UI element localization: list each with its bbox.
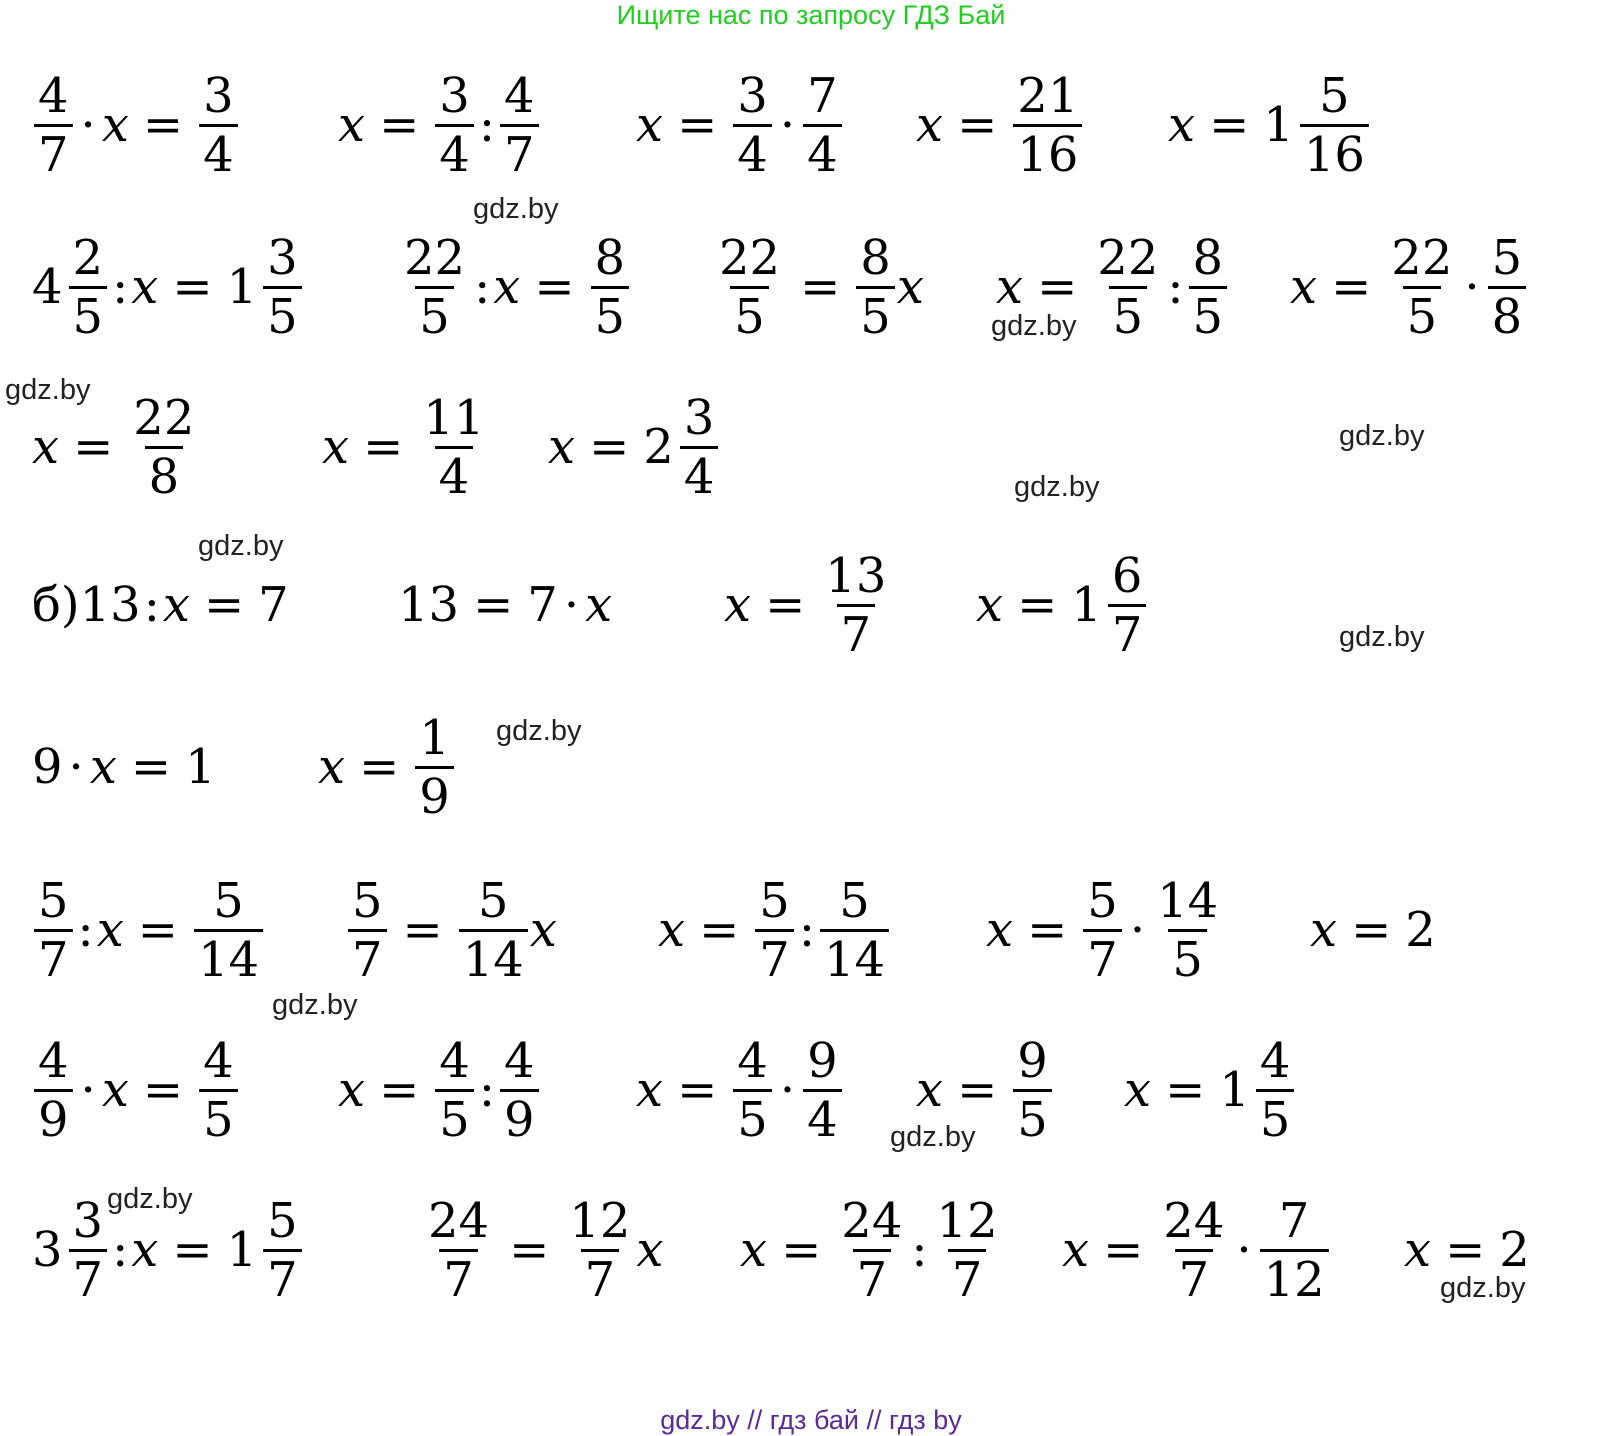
operator-equals: = bbox=[172, 259, 213, 315]
fraction bbox=[933, 1192, 1002, 1308]
watermark-text: gdz.by bbox=[1339, 621, 1425, 653]
fraction-denominator: 7 bbox=[263, 1249, 302, 1306]
fraction bbox=[715, 229, 784, 345]
watermark-text: gdz.by bbox=[1440, 1272, 1526, 1304]
fraction-denominator: 7 bbox=[69, 1249, 108, 1306]
operator-equals: = bbox=[957, 1062, 998, 1118]
watermark-text: gdz.by bbox=[1339, 420, 1425, 452]
variable-x: x bbox=[338, 97, 366, 153]
operator-equals: = bbox=[363, 419, 404, 475]
operator-equals: = bbox=[203, 577, 245, 633]
fraction bbox=[263, 1192, 302, 1308]
operator-equals: = bbox=[1331, 259, 1372, 315]
watermark-text: gdz.by bbox=[890, 1121, 976, 1153]
operator-equals: = bbox=[379, 97, 420, 153]
variable-x: x bbox=[1124, 1062, 1152, 1118]
equation bbox=[32, 1030, 240, 1150]
fraction-numerator: 4 bbox=[439, 1032, 470, 1089]
fraction-denominator: 4 bbox=[680, 446, 719, 503]
operator-equals: = bbox=[137, 902, 179, 958]
fraction-denominator: 5 bbox=[856, 286, 895, 343]
operator-equals: = bbox=[800, 259, 841, 315]
fraction-denominator: 4 bbox=[733, 124, 772, 181]
fraction bbox=[348, 872, 387, 988]
fraction-denominator: 5 bbox=[1189, 286, 1228, 343]
variable-x: x bbox=[1404, 1222, 1432, 1278]
operator-multiply: · bbox=[80, 1062, 96, 1118]
fraction bbox=[129, 389, 198, 505]
fraction-numerator: 5 bbox=[839, 872, 870, 929]
number: 2 bbox=[1405, 902, 1436, 958]
fraction bbox=[199, 1032, 238, 1148]
fraction bbox=[34, 67, 73, 183]
variable-x: x bbox=[529, 902, 557, 958]
mixed-number-whole: 1 bbox=[1263, 97, 1294, 153]
fraction-numerator: 9 bbox=[1017, 1032, 1048, 1089]
operator-multiply: · bbox=[68, 739, 84, 795]
watermark-text: gdz.by bbox=[496, 715, 582, 747]
fraction bbox=[856, 229, 895, 345]
equation bbox=[1310, 870, 1436, 990]
fraction-denominator: 5 bbox=[415, 286, 454, 343]
operator-multiply: · bbox=[779, 97, 796, 153]
mixed-number-whole: 1 bbox=[226, 259, 258, 315]
watermark-text: gdz.by bbox=[991, 310, 1077, 342]
fraction-denominator: 5 bbox=[1109, 286, 1148, 343]
operator-equals: = bbox=[1027, 902, 1068, 958]
fraction-numerator: 5 bbox=[1491, 229, 1523, 286]
equation bbox=[916, 65, 1084, 185]
fraction bbox=[591, 229, 630, 345]
equation bbox=[986, 870, 1224, 990]
fraction-denominator: 7 bbox=[837, 604, 876, 661]
variable-x: x bbox=[1062, 1222, 1090, 1278]
operator-equals: = bbox=[172, 1222, 213, 1278]
variable-x: x bbox=[896, 259, 924, 315]
number: 1 bbox=[185, 739, 216, 795]
fraction-denominator: 9 bbox=[34, 1089, 73, 1146]
site-footer-links[interactable]: gdz.by // гдз бай // гдз by bbox=[660, 1405, 962, 1435]
operator-equals: = bbox=[379, 1062, 420, 1118]
fraction-numerator: 3 bbox=[439, 67, 470, 124]
fraction-denominator: 5 bbox=[435, 1089, 474, 1146]
equation bbox=[398, 545, 612, 665]
fraction-denominator: 4 bbox=[435, 124, 474, 181]
operator-equals: = bbox=[1103, 1222, 1144, 1278]
fraction-numerator: 4 bbox=[504, 67, 535, 124]
fraction bbox=[435, 67, 474, 183]
equation bbox=[1124, 1030, 1296, 1150]
fraction bbox=[1300, 67, 1369, 183]
equation bbox=[658, 870, 891, 990]
fraction bbox=[1013, 67, 1082, 183]
operator-equals: = bbox=[677, 1062, 718, 1118]
fraction-denominator: 9 bbox=[500, 1089, 539, 1146]
equation bbox=[32, 707, 216, 827]
operator-equals: = bbox=[957, 97, 998, 153]
fraction-denominator: 4 bbox=[803, 1089, 842, 1146]
equation bbox=[32, 65, 240, 185]
fraction bbox=[459, 872, 528, 988]
fraction-numerator: 4 bbox=[38, 67, 69, 124]
fraction-numerator: 5 bbox=[352, 872, 383, 929]
operator-equals: = bbox=[73, 419, 114, 475]
equation bbox=[32, 545, 289, 665]
number: 9 bbox=[32, 739, 63, 795]
operator-divide: : bbox=[112, 259, 129, 315]
fraction bbox=[400, 229, 469, 345]
variable-x: x bbox=[338, 1062, 366, 1118]
number: б)13 bbox=[32, 577, 141, 633]
operator-divide: : bbox=[1167, 259, 1184, 315]
operator-equals: = bbox=[359, 739, 400, 795]
fraction-numerator: 3 bbox=[267, 229, 298, 286]
fraction-numerator: 5 bbox=[267, 1192, 298, 1249]
fraction bbox=[1387, 229, 1456, 345]
mixed-number-whole: 1 bbox=[226, 1222, 258, 1278]
watermark-text: gdz.by bbox=[473, 193, 559, 225]
fraction bbox=[803, 1032, 842, 1148]
fraction-numerator: 9 bbox=[807, 1032, 838, 1089]
variable-x: x bbox=[976, 577, 1004, 633]
fraction-numerator: 5 bbox=[38, 872, 69, 929]
variable-x: x bbox=[101, 97, 129, 153]
fraction-denominator: 8 bbox=[145, 446, 184, 503]
fraction-denominator: 16 bbox=[1300, 124, 1369, 181]
fraction bbox=[733, 67, 772, 183]
fraction bbox=[1488, 229, 1527, 345]
operator-divide: : bbox=[478, 1062, 496, 1118]
fraction-numerator: 8 bbox=[594, 229, 626, 286]
fraction-numerator: 22 bbox=[404, 229, 466, 286]
watermark-text: gdz.by bbox=[198, 530, 284, 562]
fraction-denominator: 14 bbox=[820, 929, 889, 986]
fraction-denominator: 14 bbox=[459, 929, 528, 986]
fraction-numerator: 5 bbox=[478, 872, 509, 929]
operator-multiply: · bbox=[779, 1062, 796, 1118]
watermark-text: gdz.by bbox=[272, 989, 358, 1021]
operator-divide: : bbox=[77, 902, 94, 958]
fraction-numerator: 24 bbox=[1163, 1192, 1225, 1249]
number: 7 bbox=[527, 577, 558, 633]
equation bbox=[976, 545, 1148, 665]
variable-x: x bbox=[89, 739, 117, 795]
equation bbox=[338, 65, 541, 185]
equation bbox=[398, 227, 631, 347]
mixed-number-whole: 1 bbox=[1219, 1062, 1250, 1118]
variable-x: x bbox=[916, 97, 944, 153]
fraction-denominator: 7 bbox=[853, 1249, 892, 1306]
fraction bbox=[1093, 229, 1162, 345]
fraction-denominator: 7 bbox=[948, 1249, 987, 1306]
fraction-numerator: 4 bbox=[1259, 1032, 1291, 1089]
fraction-denominator: 5 bbox=[263, 286, 302, 343]
variable-x: x bbox=[740, 1222, 768, 1278]
equation bbox=[32, 870, 265, 990]
fraction bbox=[194, 872, 263, 988]
operator-equals: = bbox=[509, 1222, 550, 1278]
operator-equals: = bbox=[142, 1062, 184, 1118]
operator-multiply: · bbox=[563, 577, 580, 633]
fraction-numerator: 12 bbox=[569, 1192, 631, 1249]
equation bbox=[724, 545, 892, 665]
fraction-numerator: 5 bbox=[1319, 67, 1350, 124]
equation bbox=[636, 1030, 844, 1150]
equation bbox=[422, 1190, 663, 1310]
fraction-numerator: 22 bbox=[719, 229, 781, 286]
fraction-denominator: 7 bbox=[348, 929, 387, 986]
operator-divide: : bbox=[911, 1222, 928, 1278]
fraction bbox=[263, 229, 302, 345]
equation bbox=[1168, 65, 1371, 185]
operator-divide: : bbox=[143, 577, 160, 633]
fraction bbox=[34, 872, 73, 988]
equation bbox=[1062, 1190, 1331, 1310]
fraction-numerator: 11 bbox=[423, 389, 485, 446]
operator-equals: = bbox=[473, 577, 514, 633]
variable-x: x bbox=[162, 577, 190, 633]
variable-x: x bbox=[548, 419, 576, 475]
fraction bbox=[69, 1192, 108, 1308]
operator-equals: = bbox=[699, 902, 740, 958]
fraction-numerator: 3 bbox=[72, 1192, 104, 1249]
mixed-number-whole: 4 bbox=[32, 259, 63, 315]
fraction-numerator: 4 bbox=[737, 1032, 768, 1089]
operator-multiply: · bbox=[1236, 1222, 1252, 1278]
variable-x: x bbox=[1168, 97, 1196, 153]
fraction-denominator: 12 bbox=[1260, 1249, 1329, 1306]
variable-x: x bbox=[636, 1062, 664, 1118]
equation bbox=[32, 227, 304, 347]
operator-multiply: · bbox=[1464, 259, 1480, 315]
fraction-numerator: 5 bbox=[1087, 872, 1118, 929]
variable-x: x bbox=[658, 902, 686, 958]
watermark-text: gdz.by bbox=[107, 1183, 193, 1215]
operator-equals: = bbox=[142, 97, 184, 153]
variable-x: x bbox=[318, 739, 346, 795]
fraction-denominator: 7 bbox=[500, 124, 539, 181]
equation bbox=[713, 227, 924, 347]
fraction-numerator: 12 bbox=[936, 1192, 998, 1249]
fraction bbox=[837, 1192, 906, 1308]
variable-x: x bbox=[96, 902, 124, 958]
fraction-numerator: 3 bbox=[683, 389, 715, 446]
equation bbox=[322, 387, 490, 507]
fraction-numerator: 22 bbox=[133, 389, 195, 446]
operator-equals: = bbox=[1445, 1222, 1486, 1278]
equation bbox=[1290, 227, 1528, 347]
fraction-denominator: 8 bbox=[1488, 286, 1527, 343]
fraction-denominator: 5 bbox=[733, 1089, 772, 1146]
fraction bbox=[500, 67, 539, 183]
fraction-numerator: 1 bbox=[419, 709, 450, 766]
fraction-numerator: 5 bbox=[213, 872, 244, 929]
fraction bbox=[435, 1032, 474, 1148]
variable-x: x bbox=[636, 1222, 664, 1278]
variable-x: x bbox=[493, 259, 521, 315]
equation bbox=[318, 707, 456, 827]
fraction-numerator: 7 bbox=[1278, 1192, 1310, 1249]
fraction-denominator: 9 bbox=[415, 766, 454, 823]
operator-equals: = bbox=[765, 577, 806, 633]
equation bbox=[346, 870, 557, 990]
fraction bbox=[415, 709, 454, 825]
equation bbox=[338, 1030, 541, 1150]
fraction bbox=[424, 1192, 493, 1308]
fraction-numerator: 7 bbox=[807, 67, 838, 124]
variable-x: x bbox=[32, 419, 60, 475]
fraction-numerator: 3 bbox=[203, 67, 234, 124]
fraction-denominator: 5 bbox=[1168, 929, 1207, 986]
fraction bbox=[803, 67, 842, 183]
operator-multiply: · bbox=[1129, 902, 1146, 958]
fraction bbox=[1256, 1032, 1295, 1148]
fraction bbox=[733, 1032, 772, 1148]
fraction bbox=[199, 67, 238, 183]
fraction-denominator: 14 bbox=[194, 929, 263, 986]
operator-equals: = bbox=[1165, 1062, 1206, 1118]
fraction-denominator: 7 bbox=[34, 929, 73, 986]
equation bbox=[740, 1190, 1004, 1310]
variable-x: x bbox=[131, 1222, 159, 1278]
fraction bbox=[1108, 547, 1147, 663]
fraction-denominator: 4 bbox=[435, 446, 474, 503]
fraction bbox=[821, 547, 890, 663]
variable-x: x bbox=[1290, 259, 1318, 315]
fraction-denominator: 4 bbox=[199, 124, 238, 181]
operator-equals: = bbox=[402, 902, 443, 958]
fraction bbox=[820, 872, 889, 988]
fraction-denominator: 7 bbox=[755, 929, 794, 986]
fraction bbox=[1083, 872, 1122, 988]
fraction bbox=[69, 229, 108, 345]
fraction-numerator: 22 bbox=[1097, 229, 1159, 286]
operator-equals: = bbox=[1351, 902, 1392, 958]
fraction bbox=[1013, 1032, 1052, 1148]
fraction-denominator: 5 bbox=[199, 1089, 238, 1146]
variable-x: x bbox=[986, 902, 1014, 958]
fraction-denominator: 5 bbox=[1013, 1089, 1052, 1146]
variable-x: x bbox=[724, 577, 752, 633]
fraction-numerator: 4 bbox=[38, 1032, 69, 1089]
fraction-numerator: 22 bbox=[1391, 229, 1453, 286]
mixed-number-whole: 2 bbox=[643, 419, 674, 475]
fraction-numerator: 2 bbox=[72, 229, 104, 286]
fraction-denominator: 16 bbox=[1013, 124, 1082, 181]
fraction bbox=[1189, 229, 1228, 345]
watermark-text: gdz.by bbox=[5, 374, 91, 406]
fraction-numerator: 24 bbox=[428, 1192, 490, 1249]
operator-equals: = bbox=[1209, 97, 1250, 153]
fraction-numerator: 21 bbox=[1017, 67, 1079, 124]
fraction bbox=[680, 389, 719, 505]
number: 2 bbox=[1499, 1222, 1530, 1278]
operator-equals: = bbox=[130, 739, 172, 795]
operator-multiply: · bbox=[80, 97, 96, 153]
variable-x: x bbox=[916, 1062, 944, 1118]
operator-equals: = bbox=[589, 419, 630, 475]
number: 13 bbox=[398, 577, 460, 633]
fraction-denominator: 7 bbox=[1083, 929, 1122, 986]
fraction bbox=[1260, 1192, 1329, 1308]
fraction-denominator: 5 bbox=[591, 286, 630, 343]
watermark-text: gdz.by bbox=[1014, 471, 1100, 503]
operator-equals: = bbox=[781, 1222, 822, 1278]
fraction bbox=[755, 872, 794, 988]
variable-x: x bbox=[996, 259, 1024, 315]
fraction bbox=[1153, 872, 1222, 988]
fraction-numerator: 14 bbox=[1157, 872, 1219, 929]
equation bbox=[636, 65, 844, 185]
fraction bbox=[34, 1032, 73, 1148]
variable-x: x bbox=[585, 577, 613, 633]
fraction-denominator: 7 bbox=[439, 1249, 478, 1306]
fraction-denominator: 7 bbox=[1175, 1249, 1214, 1306]
operator-divide: : bbox=[474, 259, 491, 315]
fraction-numerator: 24 bbox=[841, 1192, 903, 1249]
fraction-numerator: 6 bbox=[1111, 547, 1143, 604]
fraction-numerator: 4 bbox=[203, 1032, 234, 1089]
fraction bbox=[419, 389, 488, 505]
fraction-numerator: 3 bbox=[737, 67, 768, 124]
fraction-denominator: 7 bbox=[34, 124, 73, 181]
variable-x: x bbox=[1310, 902, 1338, 958]
fraction-denominator: 5 bbox=[730, 286, 769, 343]
fraction-denominator: 7 bbox=[581, 1249, 620, 1306]
operator-equals: = bbox=[1037, 259, 1078, 315]
fraction-numerator: 13 bbox=[825, 547, 887, 604]
fraction-denominator: 4 bbox=[803, 124, 842, 181]
fraction bbox=[500, 1032, 539, 1148]
fraction-denominator: 5 bbox=[1403, 286, 1442, 343]
fraction bbox=[565, 1192, 634, 1308]
fraction-denominator: 5 bbox=[69, 286, 108, 343]
operator-divide: : bbox=[478, 97, 496, 153]
operator-equals: = bbox=[677, 97, 718, 153]
fraction bbox=[1159, 1192, 1228, 1308]
operator-equals: = bbox=[1017, 577, 1058, 633]
fraction-denominator: 7 bbox=[1108, 604, 1147, 661]
equation bbox=[548, 387, 720, 507]
variable-x: x bbox=[101, 1062, 129, 1118]
operator-divide: : bbox=[112, 1222, 129, 1278]
variable-x: x bbox=[131, 259, 159, 315]
operator-divide: : bbox=[798, 902, 816, 958]
fraction-numerator: 5 bbox=[759, 872, 790, 929]
mixed-number-whole: 1 bbox=[1071, 577, 1102, 633]
number: 7 bbox=[258, 577, 289, 633]
fraction-numerator: 8 bbox=[860, 229, 891, 286]
fraction-numerator: 8 bbox=[1192, 229, 1224, 286]
variable-x: x bbox=[322, 419, 350, 475]
site-hint-header: Ищите нас по запросу ГДЗ Бай bbox=[616, 0, 1006, 30]
fraction-denominator: 5 bbox=[1256, 1089, 1295, 1146]
fraction-numerator: 4 bbox=[504, 1032, 535, 1089]
operator-equals: = bbox=[534, 259, 575, 315]
mixed-number-whole: 3 bbox=[32, 1222, 63, 1278]
variable-x: x bbox=[636, 97, 664, 153]
